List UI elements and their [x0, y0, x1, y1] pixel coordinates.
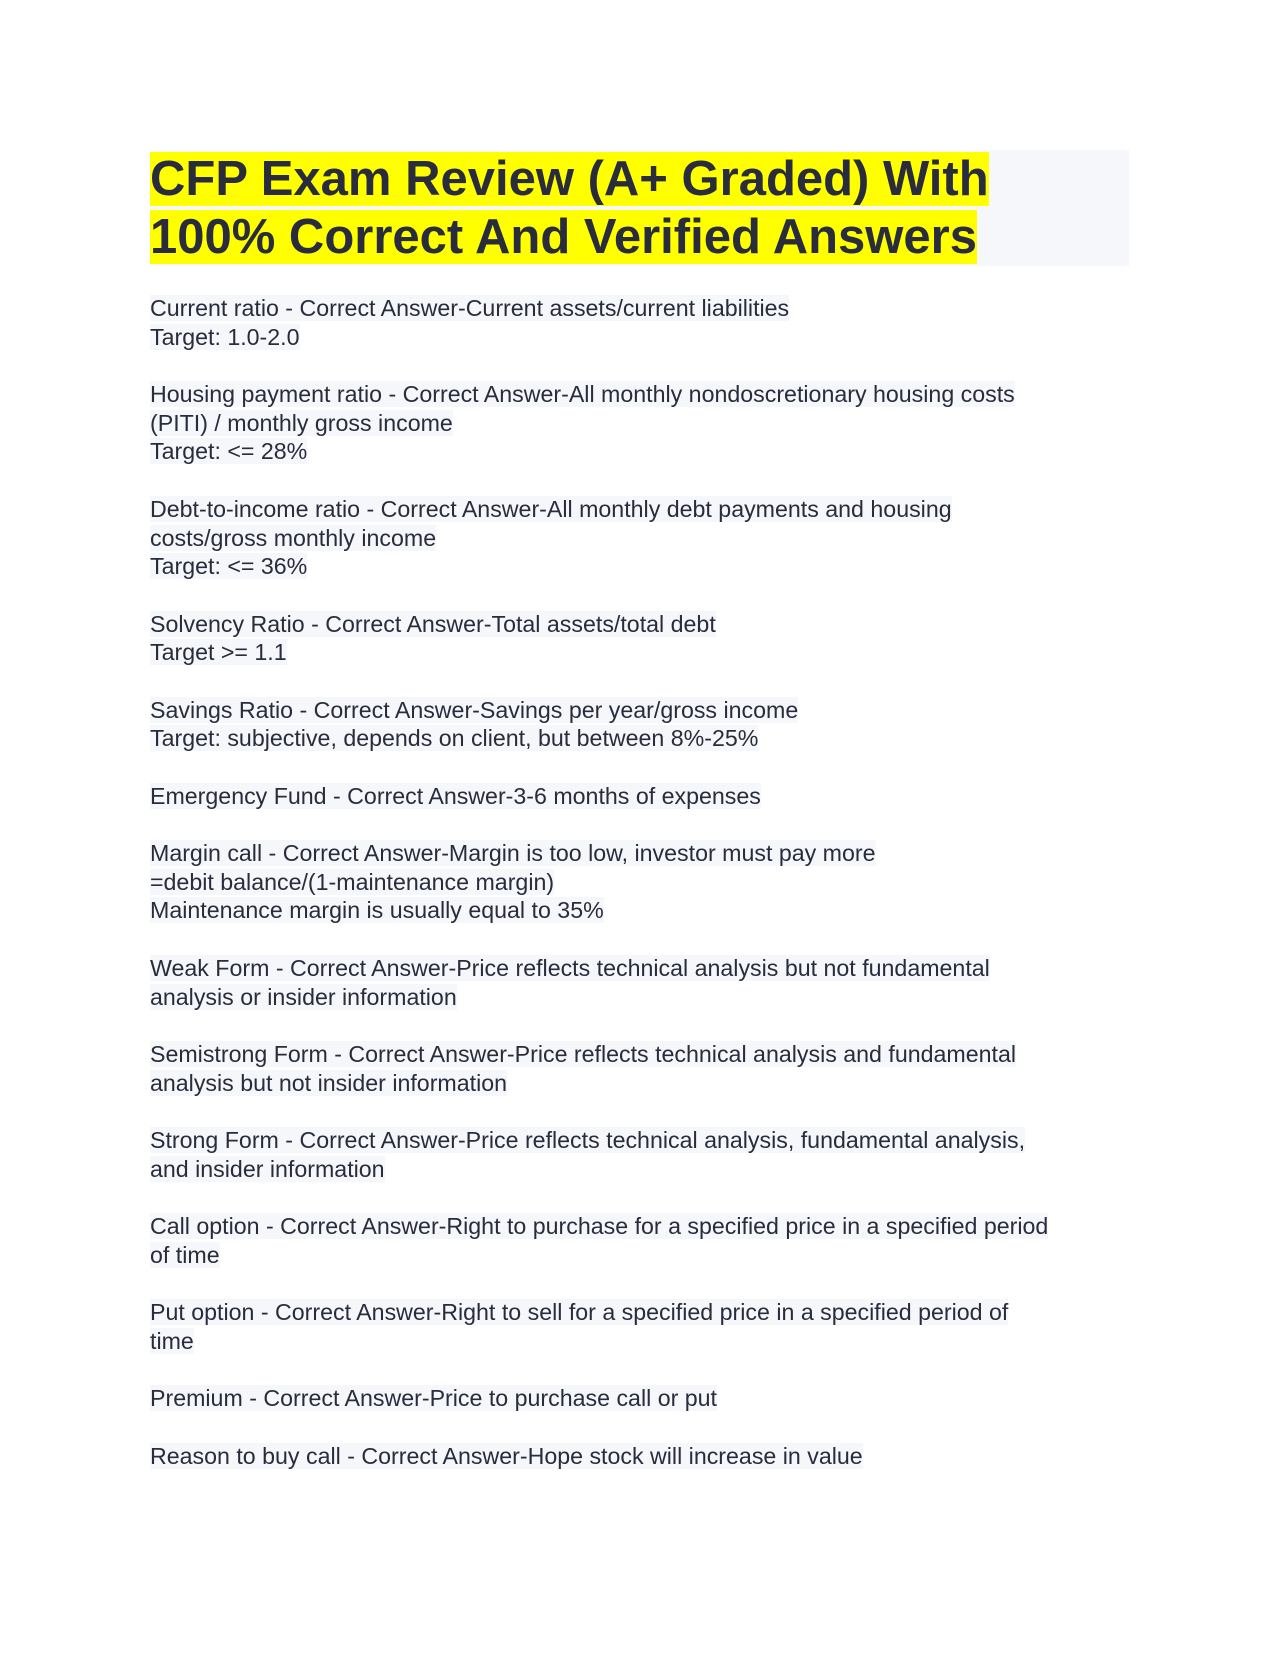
entry-text: Target: subjective, depends on client, but between 8%-25% [150, 725, 759, 752]
qa-entry [150, 696, 1140, 753]
entry-text: analysis but not insider information [150, 1069, 508, 1096]
entry-line [150, 610, 1140, 639]
qa-entry [150, 1442, 1140, 1471]
entry-text: Target >= 1.1 [150, 639, 287, 666]
qa-entry [150, 1212, 1140, 1269]
entry-line [150, 983, 1140, 1012]
entry-text: Housing payment ratio - Correct Answer-All monthly nondoscretionary housing costs [150, 381, 1015, 408]
qa-entry [150, 610, 1140, 667]
entry-line [150, 1040, 1140, 1069]
entry-text: Target: <= 28% [150, 438, 308, 465]
entry-text: Weak Form - Correct Answer-Price reflects technical analysis but not fundamental [150, 954, 990, 981]
entry-line [150, 1241, 1140, 1270]
entry-text: Put option - Correct Answer-Right to sell for a specified price in a specified period of [150, 1299, 1009, 1326]
entry-line [150, 1298, 1140, 1327]
entry-line [150, 868, 1140, 897]
entry-text: Solvency Ratio - Correct Answer-Total assets/total debt [150, 610, 716, 637]
entry-line [150, 1327, 1140, 1356]
entry-text: analysis or insider information [150, 983, 457, 1010]
entry-line [150, 954, 1140, 983]
entry-text: Strong Form - Correct Answer-Price reflects technical analysis, fundamental analysis, [150, 1126, 1026, 1153]
entry-line [150, 524, 1140, 553]
entry-line [150, 1442, 1140, 1471]
entry-line [150, 1126, 1140, 1155]
entry-line [150, 552, 1140, 581]
entry-text: Current ratio - Correct Answer-Current assets/current liabilities [150, 295, 790, 321]
qa-entry [150, 1298, 1140, 1355]
entry-line [150, 1212, 1140, 1241]
entry-text: =debit balance/(1-maintenance margin) [150, 868, 555, 895]
qa-entry [150, 495, 1140, 581]
qa-entry [150, 1126, 1140, 1183]
entry-text: Reason to buy call - Correct Answer-Hope stock will increase in value [150, 1442, 863, 1469]
entry-line [150, 409, 1140, 438]
entry-text: Target: <= 36% [150, 553, 308, 580]
entry-text: Savings Ratio - Correct Answer-Savings per year/gross income [150, 696, 799, 723]
entry-line [150, 896, 1140, 925]
entry-text: Semistrong Form - Correct Answer-Price reflects technical analysis and fundamental [150, 1040, 1017, 1067]
entry-text: Premium - Correct Answer-Price to purchase call or put [150, 1385, 717, 1412]
qa-entry [150, 1384, 1140, 1413]
entry-line [150, 724, 1140, 753]
qa-entry [150, 294, 1140, 351]
title-text: 100% Correct And Verified Answers [150, 210, 977, 264]
entry-line [150, 1155, 1140, 1184]
entry-text: Debt-to-income ratio - Correct Answer-All monthly debt payments and housing [150, 495, 952, 522]
document-title [150, 150, 1129, 266]
entry-line [150, 1069, 1140, 1098]
qa-entry [150, 839, 1140, 925]
entry-line [150, 782, 1140, 811]
entry-text: Call option - Correct Answer-Right to purchase for a specified price in a specified period [150, 1213, 1049, 1239]
entry-line [150, 294, 1140, 323]
entry-line [150, 380, 1140, 409]
entry-line [150, 638, 1140, 667]
title-text: CFP Exam Review (A+ Graded) With [150, 152, 989, 206]
document-body [150, 294, 1140, 1499]
entry-text: and insider information [150, 1155, 385, 1182]
qa-entry [150, 380, 1140, 466]
entry-line [150, 495, 1140, 524]
entry-text: Maintenance margin is usually equal to 35% [150, 897, 604, 924]
entry-text: (PITI) / monthly gross income [150, 409, 453, 436]
entry-text: Target: 1.0-2.0 [150, 323, 300, 350]
qa-entry [150, 954, 1140, 1011]
title-line [150, 208, 1129, 266]
entry-text: costs/gross monthly income [150, 524, 437, 551]
entry-text: Margin call - Correct Answer-Margin is too low, investor must pay more [150, 840, 876, 867]
entry-line [150, 696, 1140, 725]
entry-text: time [150, 1327, 194, 1354]
entry-text: of time [150, 1241, 220, 1268]
entry-text: Emergency Fund - Correct Answer-3-6 months of expenses [150, 782, 761, 809]
title-line [150, 150, 1129, 208]
entry-line [150, 437, 1140, 466]
entry-line [150, 323, 1140, 352]
entry-line [150, 1384, 1140, 1413]
entry-line [150, 839, 1140, 868]
qa-entry [150, 1040, 1140, 1097]
qa-entry [150, 782, 1140, 811]
